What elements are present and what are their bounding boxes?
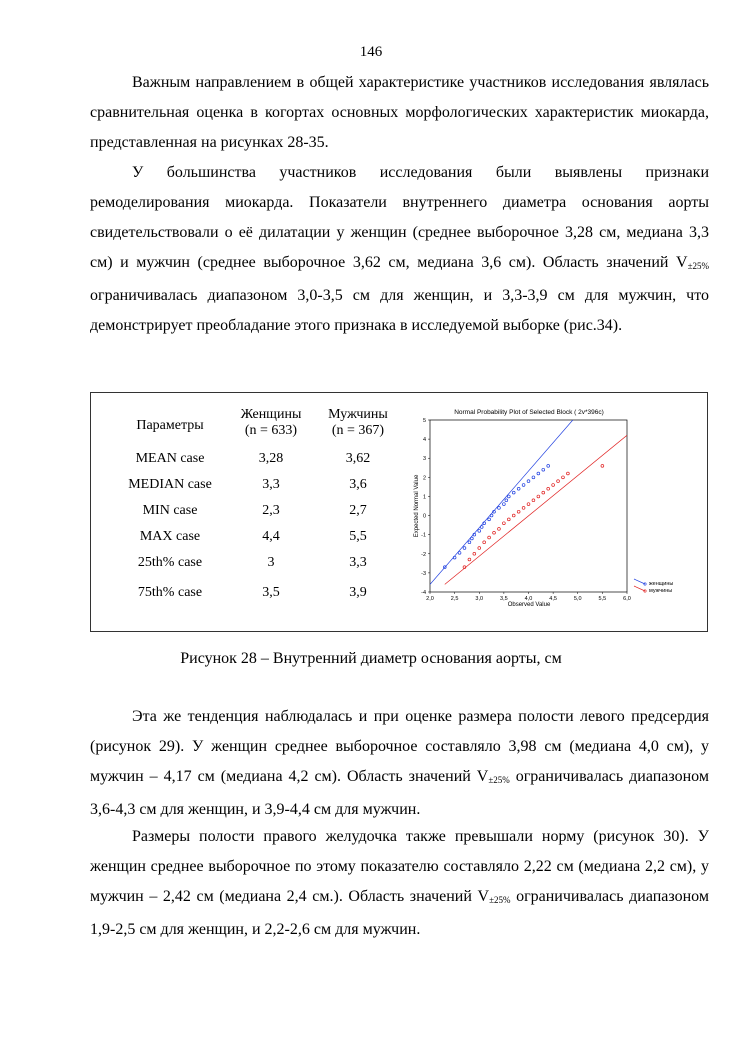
table-header-women: [233, 407, 309, 439]
x-tick-label: 4,0: [524, 596, 533, 602]
x-axis-label: Observed Value: [507, 602, 551, 608]
legend-label: мужчины: [649, 588, 673, 594]
y-axis-label: Expected Normal Value: [414, 474, 420, 538]
data-point: [458, 551, 461, 554]
paragraph-right-ventricle: [90, 822, 709, 945]
y-tick-label: 5: [422, 418, 426, 424]
paragraph-left-atrium-subscript: ±25%: [488, 775, 510, 785]
table-cell-men: 3,3: [349, 555, 367, 570]
y-tick-label: 3: [422, 456, 426, 463]
chart-legend: [634, 579, 673, 594]
y-tick-label: 1: [422, 494, 426, 501]
data-point: [480, 526, 483, 529]
table-cell-women: 3: [267, 555, 275, 570]
data-point: [502, 503, 505, 506]
table-cell-men: 5,5: [349, 529, 367, 544]
table-header-women-label: Женщины: [240, 407, 302, 422]
paragraph-intro: [90, 68, 709, 158]
paragraph-right-ventricle-subscript: ±25%: [489, 895, 511, 905]
plot-frame: [430, 420, 627, 592]
table-header-men-n: (n = 367): [331, 423, 385, 438]
table-header-param: Параметры: [136, 418, 204, 433]
legend-swatch: [634, 579, 645, 584]
x-tick-label: 3,5: [500, 596, 508, 602]
table-cell-param: MEAN case: [135, 451, 205, 466]
paragraph-left-atrium: [90, 702, 709, 825]
table-cell-men: 2,7: [349, 503, 367, 518]
data-point: [537, 472, 540, 475]
fit-line: [445, 435, 627, 584]
data-point: [507, 495, 510, 498]
data-point: [488, 536, 491, 539]
y-tick-label: -3: [421, 570, 426, 577]
paragraph-left-atrium-text-b: ограничивалась диапазоном 3,6-4,3 см для женщин, и 3,9-4,4 см для мужчин.: [90, 768, 710, 818]
data-point: [601, 464, 604, 467]
table-cell-param: MAX case: [139, 529, 201, 544]
data-point: [527, 503, 530, 506]
y-tick-label: -4: [421, 590, 426, 596]
page-number: 146: [359, 44, 383, 60]
paragraph-intro-text: Важным направлением в общей характеристике участников исследования являлась сравнительная оценка в когортах основных морфологических характеристик миокарда, представленная на рисунках 28-35.: [90, 74, 709, 151]
data-point: [488, 518, 491, 521]
data-point: [512, 491, 515, 494]
y-tick-label: -2: [421, 551, 426, 558]
data-point: [483, 541, 486, 544]
y-tick-label: 2: [422, 475, 426, 482]
data-point: [537, 495, 540, 498]
data-point: [498, 528, 501, 531]
x-tick-label: 6,0: [623, 596, 631, 602]
data-point: [557, 480, 560, 483]
data-point: [478, 529, 481, 532]
table-cell-param: 75th% case: [137, 585, 203, 600]
paragraph-left-atrium-text-a: Эта же тенденция наблюдалась и при оценке размера полости левого предсердия (рисунок 29). У женщин среднее выборочное составляло 3,98 см (медиана 4,0 см), у мужчин – 4,17 см (медиана 4,2 см). Область значений V: [90, 708, 709, 785]
y-tick-label: 0: [422, 513, 426, 520]
y-tick-label: -1: [421, 532, 426, 539]
data-point: [552, 484, 555, 487]
paragraph-aorta-text-a: У большинства участников исследования были выявлены признаки ремоделирования миокарда. Показатели внутреннего диаметра основания аорты свидетельствовали о её дилатации у женщин (среднее выборочное 3,28 см, медиана 3,3 см) и мужчин (среднее выборочное 3,62 см, медиана 3,6 см). Область значений V: [90, 164, 709, 271]
data-point: [517, 487, 520, 490]
chart-title: Normal Probability Plot of Selected Block ( 2v*396c): [454, 409, 604, 416]
x-tick-label: 3,0: [475, 596, 484, 602]
x-tick-label: 5,5: [598, 596, 607, 602]
data-point: [562, 476, 565, 479]
normal-probability-chart: [409, 403, 699, 608]
paragraph-aorta-text-b: ограничивалась диапазоном 3,0-3,5 см для женщин, и 3,3-3,9 см для мужчин, что демонстрирует преобладание этого признака в исследуемой выборке (рис.34).: [90, 287, 709, 334]
y-tick-label: 4: [422, 437, 426, 444]
x-tick-label: 4,5: [549, 596, 557, 602]
series-1: [430, 420, 573, 584]
x-tick-label: 2,0: [426, 596, 434, 602]
x-tick-label: 5,0: [573, 596, 582, 602]
data-point: [493, 531, 496, 534]
data-point: [490, 514, 493, 517]
table-cell-women: 4,4: [262, 529, 280, 544]
data-point: [498, 507, 501, 510]
figure-caption: Рисунок 28 – Внутренний диаметр основания аорты, см: [180, 650, 562, 667]
data-point: [517, 510, 520, 513]
legend-swatch: [634, 586, 645, 591]
table-cell-men: 3,62: [345, 451, 371, 466]
figure-28-box: [90, 392, 708, 632]
data-point: [522, 484, 525, 487]
table-cell-param: MEDIAN case: [128, 477, 212, 492]
data-point: [478, 547, 481, 550]
data-point: [522, 507, 525, 510]
paragraph-aorta: [90, 158, 709, 341]
data-point: [505, 499, 508, 502]
data-point: [547, 487, 550, 490]
data-point: [542, 468, 545, 471]
data-point: [532, 499, 535, 502]
table-cell-women: 3,28: [258, 451, 284, 466]
table-cell-women: 2,3: [262, 503, 280, 518]
data-point: [512, 514, 515, 517]
paragraph-aorta-subscript: ±25%: [687, 261, 709, 271]
data-point: [473, 552, 476, 555]
table-cell-param: 25th% case: [137, 555, 203, 570]
table-cell-men: 3,9: [349, 585, 367, 600]
table-header-men: [315, 407, 401, 439]
data-point: [468, 558, 471, 561]
table-cell-param: MIN case: [142, 503, 198, 518]
legend-label: женщины: [649, 581, 674, 587]
data-point: [468, 541, 471, 544]
data-point: [567, 472, 570, 475]
table-header-men-label: Мужчины: [328, 407, 388, 422]
chart-series: [430, 420, 627, 584]
fit-line: [430, 420, 573, 584]
table-header-women-n: (n = 633): [244, 423, 298, 438]
series-2: [445, 435, 627, 584]
table-cell-women: 3,3: [262, 477, 280, 492]
data-point: [463, 547, 466, 550]
table-cell-men: 3,6: [349, 477, 367, 492]
chart-axes: [421, 418, 631, 602]
table-cell-women: 3,5: [262, 585, 280, 600]
data-point: [502, 522, 505, 525]
data-point: [542, 491, 545, 494]
paragraph-right-ventricle-text-a: Размеры полости правого желудочка также превышали норму (рисунок 30). У женщин среднее выборочное по этому показателю составляло 2,22 см (медиана 2,2 см), у мужчин – 2,42 см (медиана 2,4 см.). Область значений V: [90, 828, 709, 905]
data-point: [470, 537, 473, 540]
data-point: [547, 464, 550, 467]
data-point: [507, 518, 510, 521]
data-point: [527, 480, 530, 483]
data-point: [532, 476, 535, 479]
x-tick-label: 2,5: [450, 596, 459, 602]
paragraph-right-ventricle-text-b: ограничивалась диапазоном 1,9-2,5 см для женщин, и 2,2-2,6 см для мужчин.: [90, 888, 709, 938]
